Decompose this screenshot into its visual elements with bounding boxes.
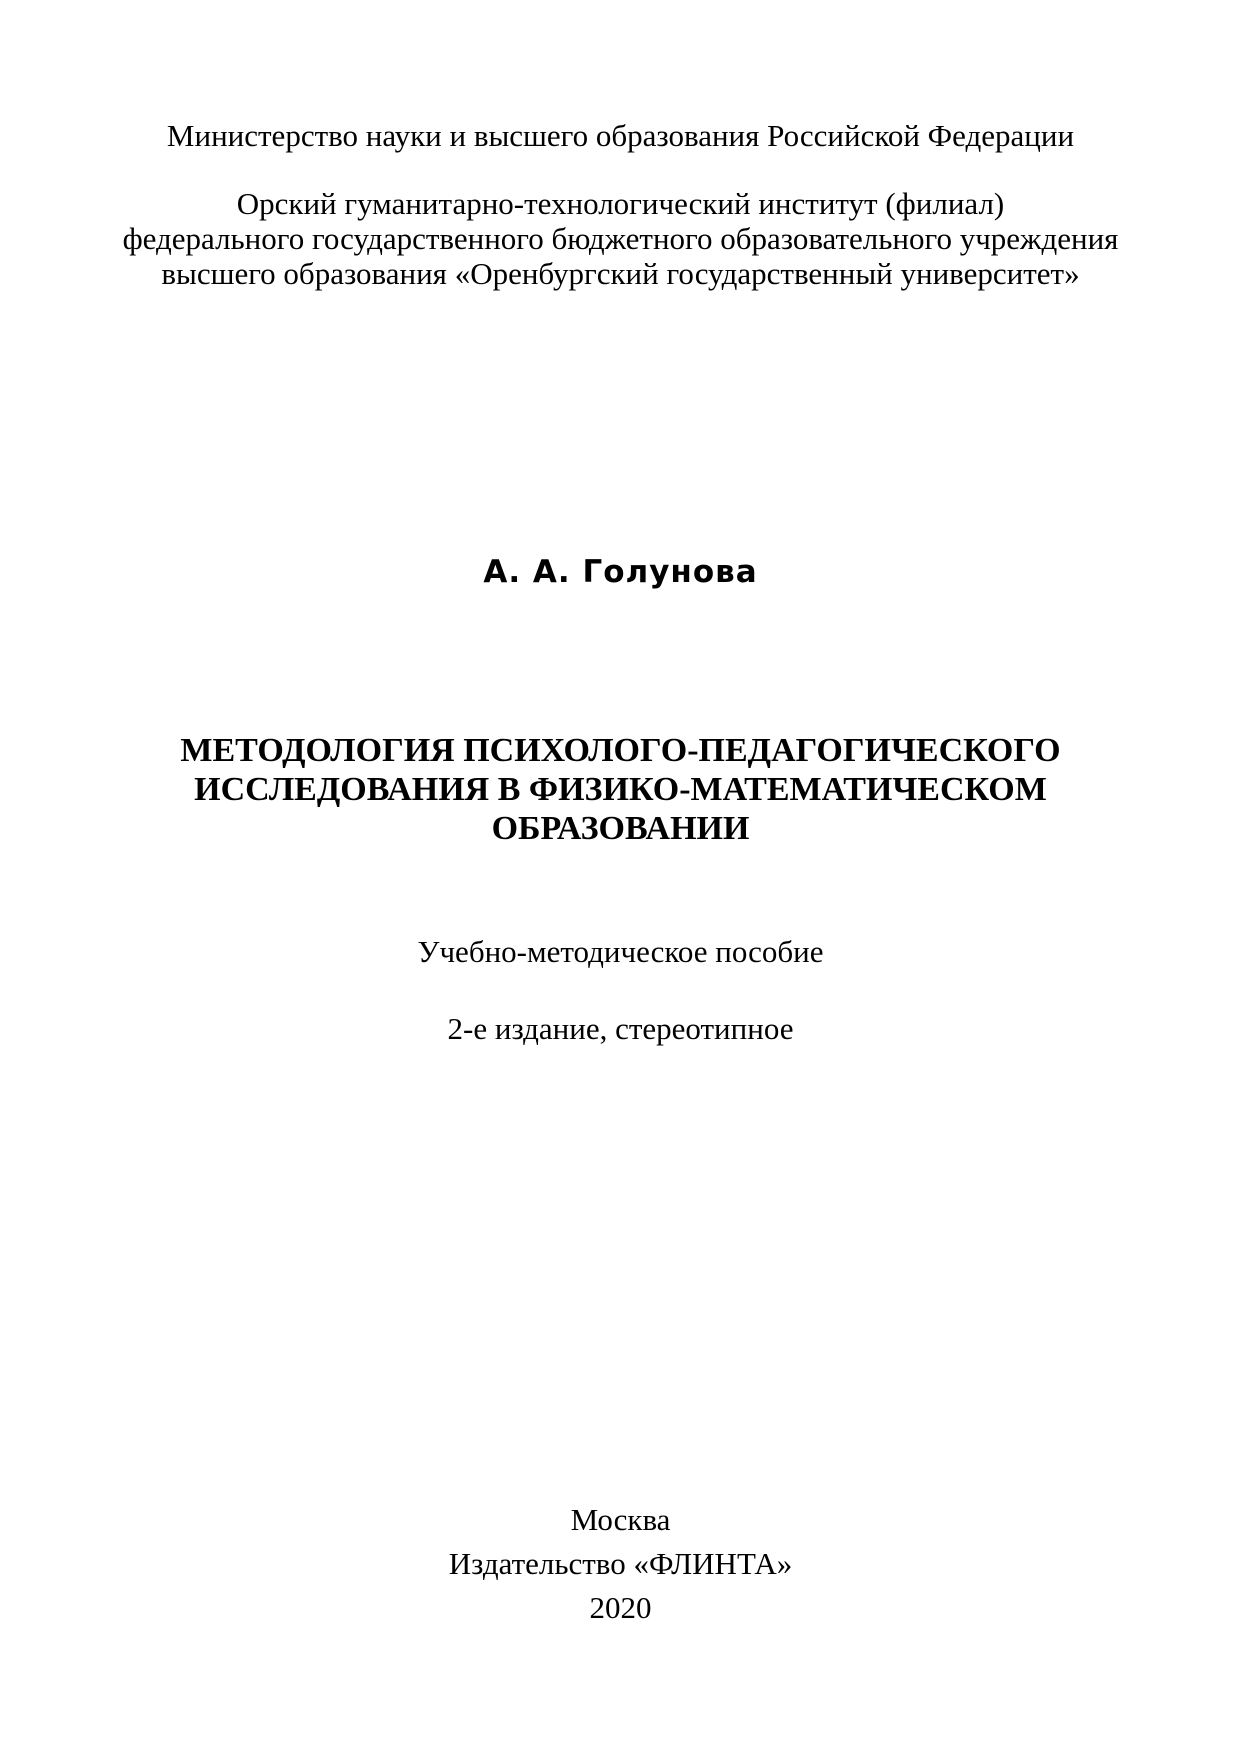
imprint — [0, 1498, 1241, 1630]
imprint-city: Москва — [570, 1502, 671, 1537]
institute-heading — [0, 186, 1241, 291]
subtitle-line: Учебно-методическое пособие — [417, 934, 824, 969]
edition-note — [0, 1011, 1241, 1046]
institute-line-2: федерального государственного бюджетного образовательного учреждения — [122, 221, 1119, 256]
institute-line-3: высшего образования «Оренбургский государственный университет» — [161, 256, 1080, 291]
author-name: А. А. Голунова — [483, 554, 758, 590]
imprint-publisher: Издательство «ФЛИНТА» — [448, 1546, 793, 1581]
title-line-2: ИССЛЕДОВАНИЯ В ФИЗИКО-МАТЕМАТИЧЕСКОМ — [194, 771, 1047, 808]
imprint-year: 2020 — [589, 1590, 652, 1625]
title-line-1: МЕТОДОЛОГИЯ ПСИХОЛОГО-ПЕДАГОГИЧЕСКОГО — [180, 732, 1061, 769]
ministry-heading — [0, 118, 1241, 153]
book-title — [0, 731, 1241, 848]
ministry-line: Министерство науки и высшего образования Российской Федерации — [166, 118, 1075, 153]
edition-line: 2-е издание, стереотипное — [447, 1011, 794, 1046]
institute-line-1: Орский гуманитарно-технологический институт (филиал) — [236, 186, 1005, 221]
book-subtitle — [0, 934, 1241, 969]
title-line-3: ОБРАЗОВАНИИ — [491, 810, 750, 847]
